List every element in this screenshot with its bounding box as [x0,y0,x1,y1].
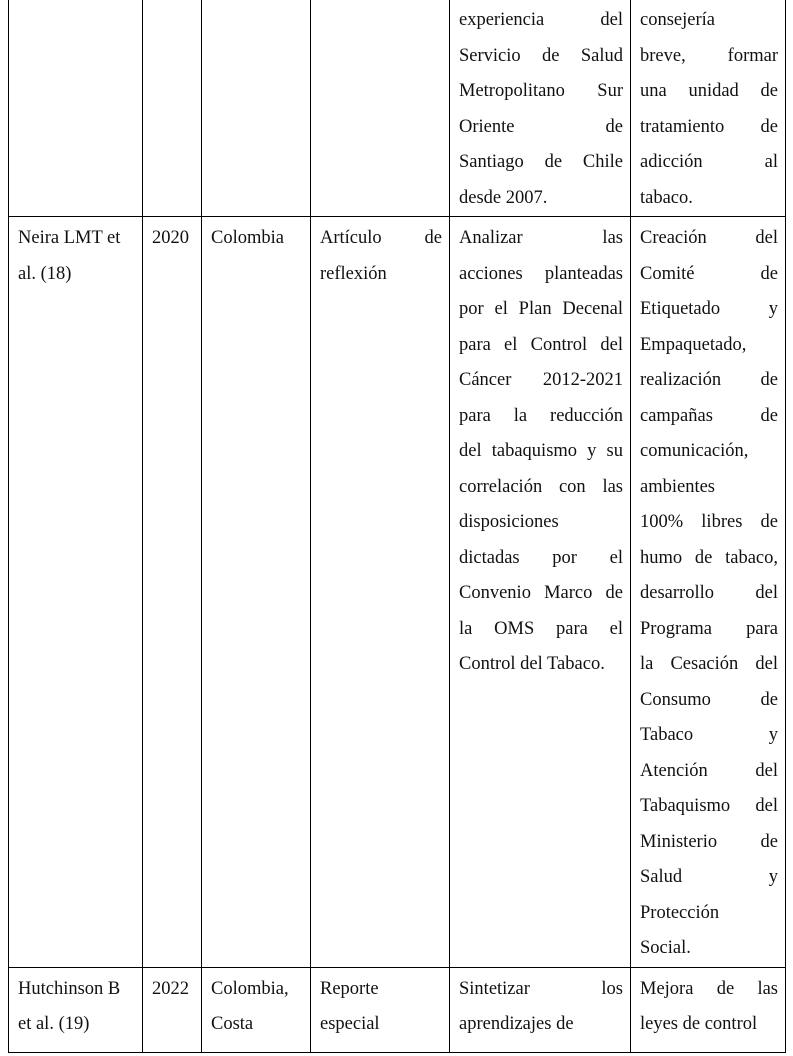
cell-results [631,967,786,1052]
cell-line: del tabaquismo y su [459,441,623,461]
table-row [9,0,786,217]
cell-line: Cáncer 2012-2021 [459,370,623,390]
cell-line: Convenio Marco de [459,583,623,603]
cell-country: Colombia [202,217,311,968]
cell-line: ambientes [640,476,716,497]
table-row [9,217,786,968]
cell-line: Salud y [640,867,778,887]
cell-line: Santiago de Chile [459,152,623,172]
cell-line: Mejora de las [640,978,778,999]
cell-line: la OMS para el [459,618,623,639]
cell-line: Tabaco y [640,725,778,745]
cell-line: para el Control del [459,334,623,355]
cell-line: tratamiento de [640,116,778,137]
cell-line: acciones planteadas [459,263,623,284]
cell-line: Metropolitano Sur [459,81,623,101]
cell-line: Servicio de Salud [459,45,623,66]
cell-line: una unidad de [640,81,778,101]
cell-country [202,0,311,217]
cell-line: Analizar las [459,228,623,248]
cell-objective [450,217,631,968]
cell-line: Etiquetado y [640,299,778,319]
cell-line: realización de [640,370,778,390]
cell-line: Comité de [640,263,778,284]
cell-line: campañas de [640,405,778,426]
cell-line: Control del Tabaco. [459,654,605,674]
cell-results [631,0,786,217]
cell-results [631,217,786,968]
cell-line: desde 2007. [459,187,548,208]
cell-line: consejería [640,10,715,30]
cell-author: Neira LMT et al. (18) [9,217,143,968]
cell-line: Social. [640,938,691,958]
cell-line: Empaquetado, [640,334,747,355]
cell-type: Reporte especial [311,967,450,1052]
cell-line: adicción al [640,152,778,172]
cell-line: disposiciones [459,512,559,532]
cell-objective [450,967,631,1052]
table-row [9,967,786,1052]
cell-line: para la reducción [459,405,623,426]
cell-line: dictadas por el [459,547,623,568]
cell-line: Oriente de [459,116,623,137]
cell-line: Creación del [640,228,778,248]
cell-line: la Cesación del [640,654,778,674]
cell-line: Protección [640,902,720,923]
cell-author [9,0,143,217]
cell-type [311,217,450,968]
cell-line: Programa para [640,618,778,639]
cell-line: Consumo de [640,689,778,710]
cell-year [143,0,202,217]
cell-line: experiencia del [459,10,623,30]
cell-type-text: Artículo de reflexión [320,228,442,284]
cell-type [311,0,450,217]
cell-year: 2020 [143,217,202,968]
cell-line: tabaco. [640,187,693,208]
cell-line: aprendizajes de [459,1014,574,1034]
cell-line: correlación con las [459,476,623,497]
cell-line: 100% libres de [640,512,778,532]
cell-line: Tabaquismo del [640,796,778,816]
cell-line: desarrollo del [640,583,778,603]
cell-line: humo de tabaco, [640,547,778,568]
cell-line: por el Plan Decenal [459,299,623,319]
cell-author: Hutchinson B et al. (19) [9,967,143,1052]
cell-line: comunicación, [640,441,749,461]
cell-line: Atención del [640,760,778,781]
cell-year: 2022 [143,967,202,1052]
studies-table [8,0,786,1053]
cell-country: Colombia, Costa [202,967,311,1052]
cell-line: leyes de control [640,1014,758,1034]
cell-line: breve, formar [640,45,778,66]
cell-objective [450,0,631,217]
cell-line: Ministerio de [640,831,778,852]
cell-line: Sintetizar los [459,978,623,999]
